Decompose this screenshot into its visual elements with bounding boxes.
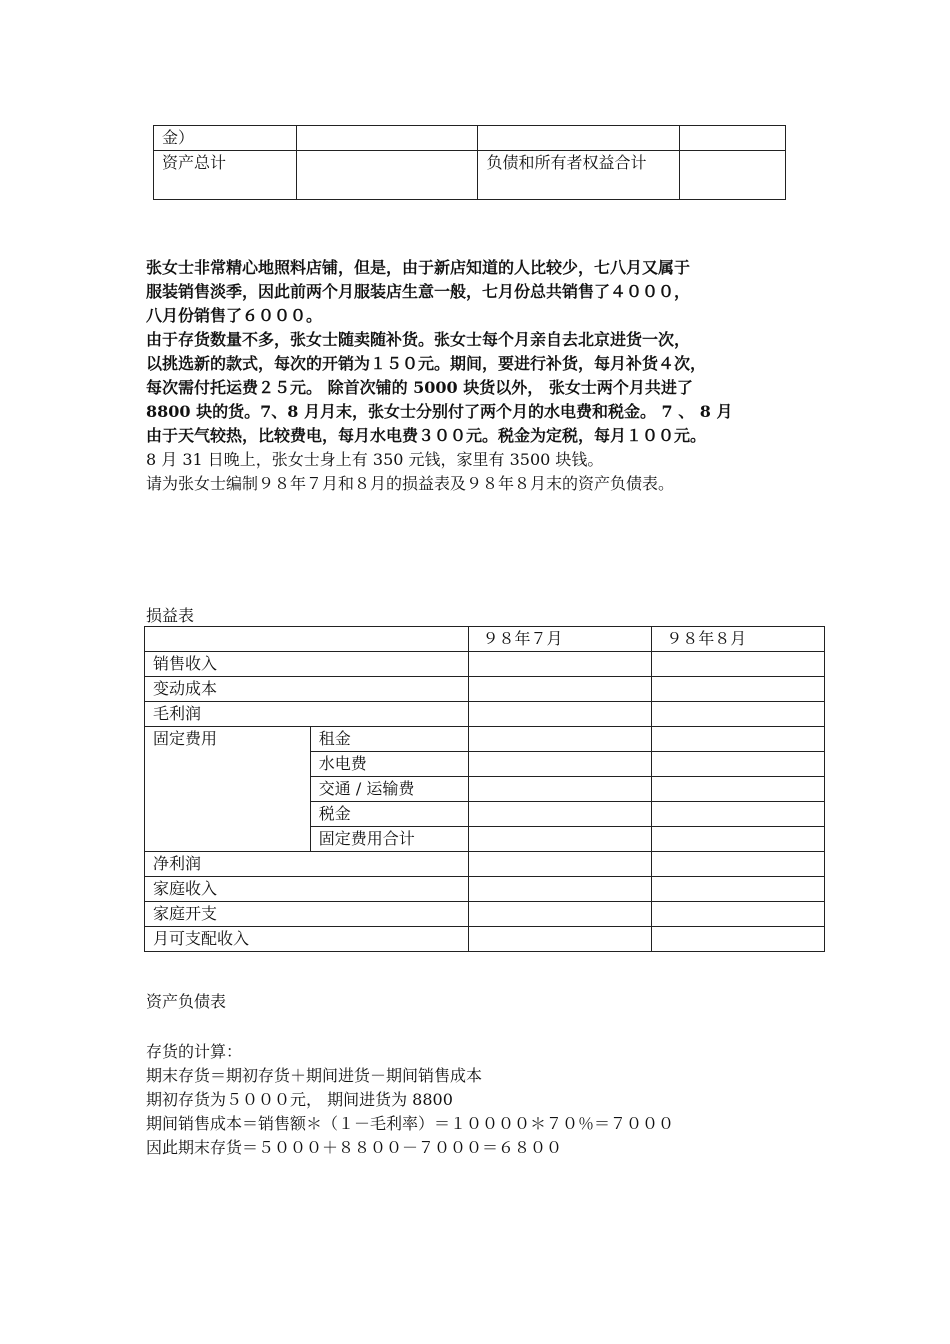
table-cell [296, 126, 478, 151]
table-cell [652, 777, 825, 802]
total-assets-label: 资产总计 [154, 151, 297, 200]
table-cell: 金） [154, 126, 297, 151]
table-cell [468, 877, 652, 902]
table-cell [680, 126, 786, 151]
table-header-row [145, 627, 825, 652]
story-line: 由于存货数量不多，张女士随卖随补货。张女士每个月亲自去北京进货一次， [146, 330, 691, 349]
table-cell [468, 652, 652, 677]
row-label-fixed-cost: 固定费用 [145, 727, 311, 852]
row-label-family-expense: 家庭开支 [145, 902, 469, 927]
row-label-variable-cost: 变动成本 [145, 677, 469, 702]
table-row [145, 652, 825, 677]
row-label-transport: 交通 / 运输费 [310, 777, 468, 802]
row-label-rent: 租金 [310, 727, 468, 752]
story-line: 以挑选新的款式，每次的开销为１５０元。期间，要进行补货，每月补货４次， [146, 354, 707, 373]
row-label-net-profit: 净利润 [145, 852, 469, 877]
table-row [145, 702, 825, 727]
inventory-calculation [146, 1040, 846, 1160]
row-label-fixed-total: 固定费用合计 [310, 827, 468, 852]
calc-line: 期末存货＝期初存货＋期间进货－期间销售成本 [146, 1066, 483, 1085]
table-cell [652, 802, 825, 827]
table-row [154, 151, 786, 200]
table-cell [652, 677, 825, 702]
story-line: 服装销售淡季，因此前两个月服装店生意一般，七月份总共销售了４０００， [146, 282, 691, 301]
table-row [145, 902, 825, 927]
income-statement-caption: 损益表 [146, 606, 195, 625]
row-label-sales: 销售收入 [145, 652, 469, 677]
column-header-august: ９８年８月 [652, 627, 825, 652]
problem-description [146, 256, 826, 496]
row-label-gross-profit: 毛利润 [145, 702, 469, 727]
table-cell [652, 827, 825, 852]
table-cell [468, 827, 652, 852]
table-cell [652, 752, 825, 777]
table-cell [652, 902, 825, 927]
story-line: 8 月 31 日晚上，张女士身上有 350 元钱，家里有 3500 块钱。 [146, 450, 604, 469]
table-cell [468, 727, 652, 752]
table-cell [468, 777, 652, 802]
story-line: 8800 块的货。7、8 月月末，张女士分别付了两个月的水电费和税金。 7 、 8 月 [146, 402, 733, 421]
table-cell [468, 902, 652, 927]
table-cell [296, 151, 478, 200]
balance-sheet-caption: 资产负债表 [146, 992, 227, 1011]
calc-line: 期间销售成本＝销售额＊（１－毛利率）＝１００００＊７０％＝７０００ [146, 1114, 675, 1133]
calc-line: 期初存货为５０００元， 期间进货为 8800 [146, 1090, 453, 1109]
table-cell [468, 802, 652, 827]
story-line: 张女士非常精心地照料店铺，但是，由于新店知道的人比较少，七八月又属于 [146, 258, 691, 277]
table-cell [478, 126, 680, 151]
table-cell [468, 927, 652, 952]
table-cell [652, 652, 825, 677]
table-cell [468, 677, 652, 702]
task-instruction: 请为张女士编制９８年７月和８月的损益表及９８年８月末的资产负债表。 [146, 474, 675, 493]
total-liabilities-equity-label: 负债和所有者权益合计 [478, 151, 680, 200]
table-cell [652, 927, 825, 952]
table-row [145, 927, 825, 952]
table-row [145, 677, 825, 702]
row-label-disposable-income: 月可支配收入 [145, 927, 469, 952]
table-cell [652, 877, 825, 902]
table-row [145, 727, 825, 752]
balance-sheet-fragment-table [153, 125, 786, 200]
calc-heading: 存货的计算： [146, 1042, 243, 1061]
table-cell [468, 852, 652, 877]
story-line: 八月份销售了６０００。 [146, 306, 323, 325]
table-row [154, 126, 786, 151]
table-cell [468, 702, 652, 727]
calc-line: 因此期末存货＝５０００＋８８００－７０００＝６８００ [146, 1138, 563, 1157]
table-cell [680, 151, 786, 200]
story-line: 由于天气较热，比较费电，每月水电费３００元。税金为定税，每月１００元。 [146, 426, 707, 445]
row-label-utilities: 水电费 [310, 752, 468, 777]
income-statement-table [144, 626, 825, 952]
table-cell [468, 752, 652, 777]
row-label-family-income: 家庭收入 [145, 877, 469, 902]
table-row [145, 852, 825, 877]
row-label-tax: 税金 [310, 802, 468, 827]
table-cell [652, 852, 825, 877]
table-cell [652, 702, 825, 727]
column-header-july: ９８年７月 [468, 627, 652, 652]
table-row [145, 877, 825, 902]
table-cell [652, 727, 825, 752]
story-line: 每次需付托运费２５元。 除首次铺的 5000 块货以外， 张女士两个月共进了 [146, 378, 693, 397]
table-cell [145, 627, 469, 652]
